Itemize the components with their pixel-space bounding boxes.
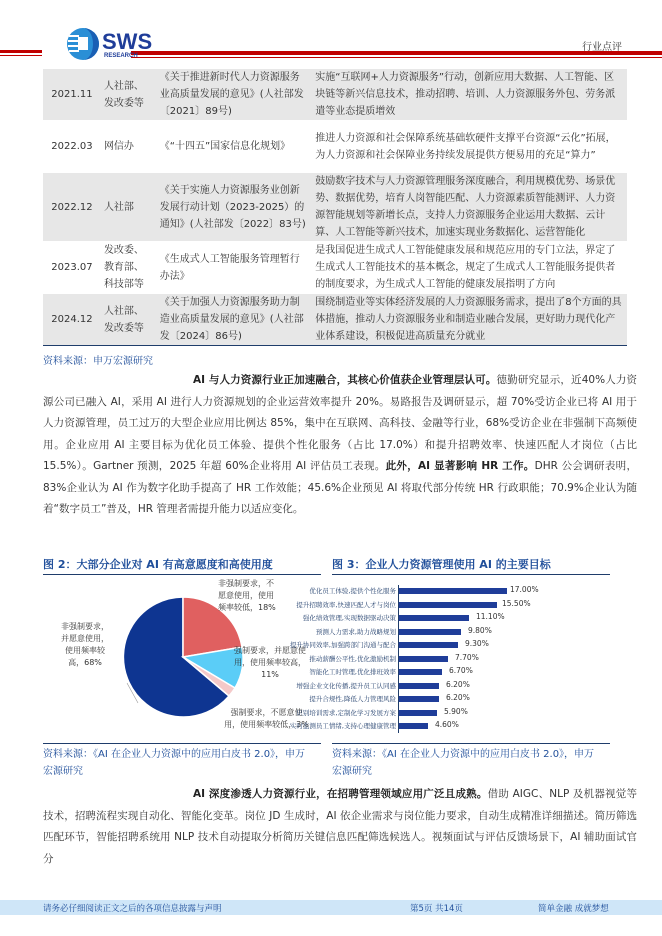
sws-logo [66,27,158,63]
pie-label-11: 强制要求，并愿意使 用，使用频率较高， 11% [234,646,306,679]
bar-row: 识别培训需求,定制化学习发展方案 5.90% [296,706,468,717]
figure3-title: 图 3：企业人力资源管理使用 AI 的主要目标 [332,556,610,575]
cell-desc: 是我国促进生成式人工智能健康发展和规范应用的专门立法，界定了生成式人工智能技术的基本概念，规定了生成式人工智能服务提供者的制度要求，为生成式人工智能的健康发展指明了方向 [315,245,616,290]
bar-row: 提升招聘效率,快速匹配人才与岗位 15.50% [296,598,531,609]
logo-text: SWS [102,29,153,54]
cell-dept: 人社部、发改委等 [101,69,157,121]
cell-desc: 实施“互联网+人力资源服务”行动，创新应用大数据、人工智能、区块链等新兴信息技术，推动招聘、培训、人力资源服务外包、劳务派遣等业态提质增效 [312,69,627,121]
page-footer [0,900,662,915]
bar-row: 提升协同效率,加强跨部门沟通与配合 9.30% [289,639,489,649]
figure3-rule [332,743,610,744]
pie-label-18: 非强制要求，不 愿意使用，使用 频率较低，18% [218,579,276,612]
header-rule-left [0,50,42,53]
logo-subtext: RESEARCH [104,53,138,59]
para1-text1: 德勤研究显示，近40%人力资源公司已融入 AI，采用 AI 进行人力资源规划的企业运营效率提升 20%。易路报告及调研显示，超 70%受访企业已将 AI 用于人力资源管理，员工过万的大型企业应用比例达 85%，集中在互联网、高科技、金融等行业，68%受访企业在非强制下高频使用。企业应用 AI 主要目标为优化员工体验、提供个性化服务（占比 17.0%）和提升招聘效率、快速匹配人才岗位（占比 15.5%）。Gartner 预测，2025 年超 60%企业将用 AI 评估员工表现。 [43,374,638,472]
pie-label-68: 非强制要求， 并愿意使用， 使用频率较 高，68% [61,622,109,667]
para2-lead: AI 深度渗透人力资源行业，在招聘管理领域应用广泛且成熟。 [193,788,488,800]
policy-table [43,69,627,346]
cell-date: 2023.07 [51,262,93,273]
table-row [43,242,627,294]
table-row [43,121,627,173]
table-row [43,173,627,242]
header-rule-left-thin [0,55,42,56]
cell-dept: 网信办 [103,141,134,152]
header-rule-right-thin [131,57,662,58]
cell-doc: 《生成式人工智能服务管理暂行办法》 [159,253,300,282]
cell-doc: 《关于加强人力资源服务助力制造业高质量发展的意见》(人社部发〔2024〕86号) [157,294,313,346]
cell-date: 2024.12 [43,294,101,346]
bar-row: 提升合规性,降低人力管理风险 6.20% [309,693,470,703]
para1-text2: DHR 公会调研表明，83%企业认为 AI 作为数字化助手提高了 HR 工作效能；45.6%企业预见 AI 将取代部分传统 HR 行政职能；70.9%企业认为随着“数字员工”普及，HR 管理者需提升能力以适应变化。 [43,460,637,515]
bar-row: 增强企业文化传播,提升员工认同感 6.20% [296,679,470,690]
cell-date: 2022.03 [51,141,93,152]
cell-date: 2022.12 [43,173,101,242]
paragraph-ai-recruitment [43,784,637,870]
para2-text: 借助 AIGC、NLP 及机器视觉等技术，招聘流程实现自动化、智能化变革。岗位 JD 生成时，AI 依企业需求与岗位能力要求，自动生成精准详细描述。简历筛选匹配环节，智能招聘系统用 NLP 技术自动提取分析简历关键信息匹配筛选候选人。视频面试与评估反馈场景下，AI 辅助面试官分 [43,788,637,865]
figure3-source: 资料来源：《AI 在企业人力资源中的应用白皮书 2.0》，申万宏源研究 [332,749,595,777]
paragraph-ai-hr-integration [43,370,637,521]
cell-doc: 《关于实施人力资源服务业创新发展行动计划（2023-2025）的通知》(人社部发〔2022〕83号) [157,173,313,242]
cell-desc: 推进人力资源和社会保障系统基础软硬件支撑平台资源“云化”拓展，为人力资源和社会保障业务持续发展提供方便易用的充足“算力” [315,132,616,161]
para1-lead: AI 与人力资源行业正加速融合，其核心价值获企业管理层认可。 [193,374,497,386]
bar-row: 智能化工时管理,优化排班效率 6.70% [309,666,473,676]
footer-page-number: 第5页 共14页 [410,904,463,914]
section-label: 行业点评 [582,42,622,53]
cell-dept: 发改委、教育部、科技部等 [103,245,144,290]
table-source: 资料来源：申万宏源研究 [43,356,153,367]
bar-row: 推动薪酬公平性,优化激励机制 7.70% [309,652,479,663]
bar-row: 优化员工体验,提供个性化服务 17.00% [309,585,539,595]
bar-row: 强化绩效管理,实现数据驱动决策 11.10% [302,612,505,622]
pie-label-3: 强制要求，不愿意使 用，使用频率较低，3% [224,708,309,729]
globe-logo-icon [66,27,100,61]
cell-desc: 鼓励数字技术与人力资源管理服务深度融合，利用规模优势、场景优势、数据优势，培育人岗智能匹配、人力资源素质智能测评、人力资源智能规划等新增长点，支持人力资源服务企业运用大数据、云计算、人工智能等新兴技术，加速实现业务数据化、运营智能化 [312,173,627,242]
footer-slogan: 简单金融 成就梦想 [538,904,609,914]
cell-dept: 人社部 [101,173,157,242]
cell-dept: 人社部、发改委等 [101,294,157,346]
cell-doc: 《关于推进新时代人力资源服务业高质量发展的意见》(人社部发〔2021〕89号) [157,69,313,121]
bar-chart [289,585,622,735]
cell-doc: 《“十四五”国家信息化规划》 [159,141,291,152]
table-row [43,69,627,121]
bar-row: 实时监测员工情绪,支持心理健康管理 4.60% [289,720,459,730]
table-row [43,294,627,346]
footer-disclaimer: 请务必仔细阅读正文之后的各项信息披露与声明 [43,904,222,914]
cell-desc: 围绕制造业等实体经济发展的人力资源服务需求，提出了8个方面的具体措施，推动人力资源服务业和制造业融合发展，更好助力现代化产业体系建设，积极促进高质量充分就业 [312,294,627,346]
figure2-source: 资料来源：《AI 在企业人力资源中的应用白皮书 2.0》，申万宏源研究 [43,749,306,777]
para1-lead2: 此外，AI 显著影响 HR 工作。 [385,460,535,472]
figure2-title: 图 2：大部分企业对 AI 有高意愿度和高使用度 [43,556,321,575]
bar-row: 预测人力需求,助力战略规划 9.80% [315,625,492,636]
figure2-rule [43,743,321,744]
cell-date: 2021.11 [43,69,101,121]
